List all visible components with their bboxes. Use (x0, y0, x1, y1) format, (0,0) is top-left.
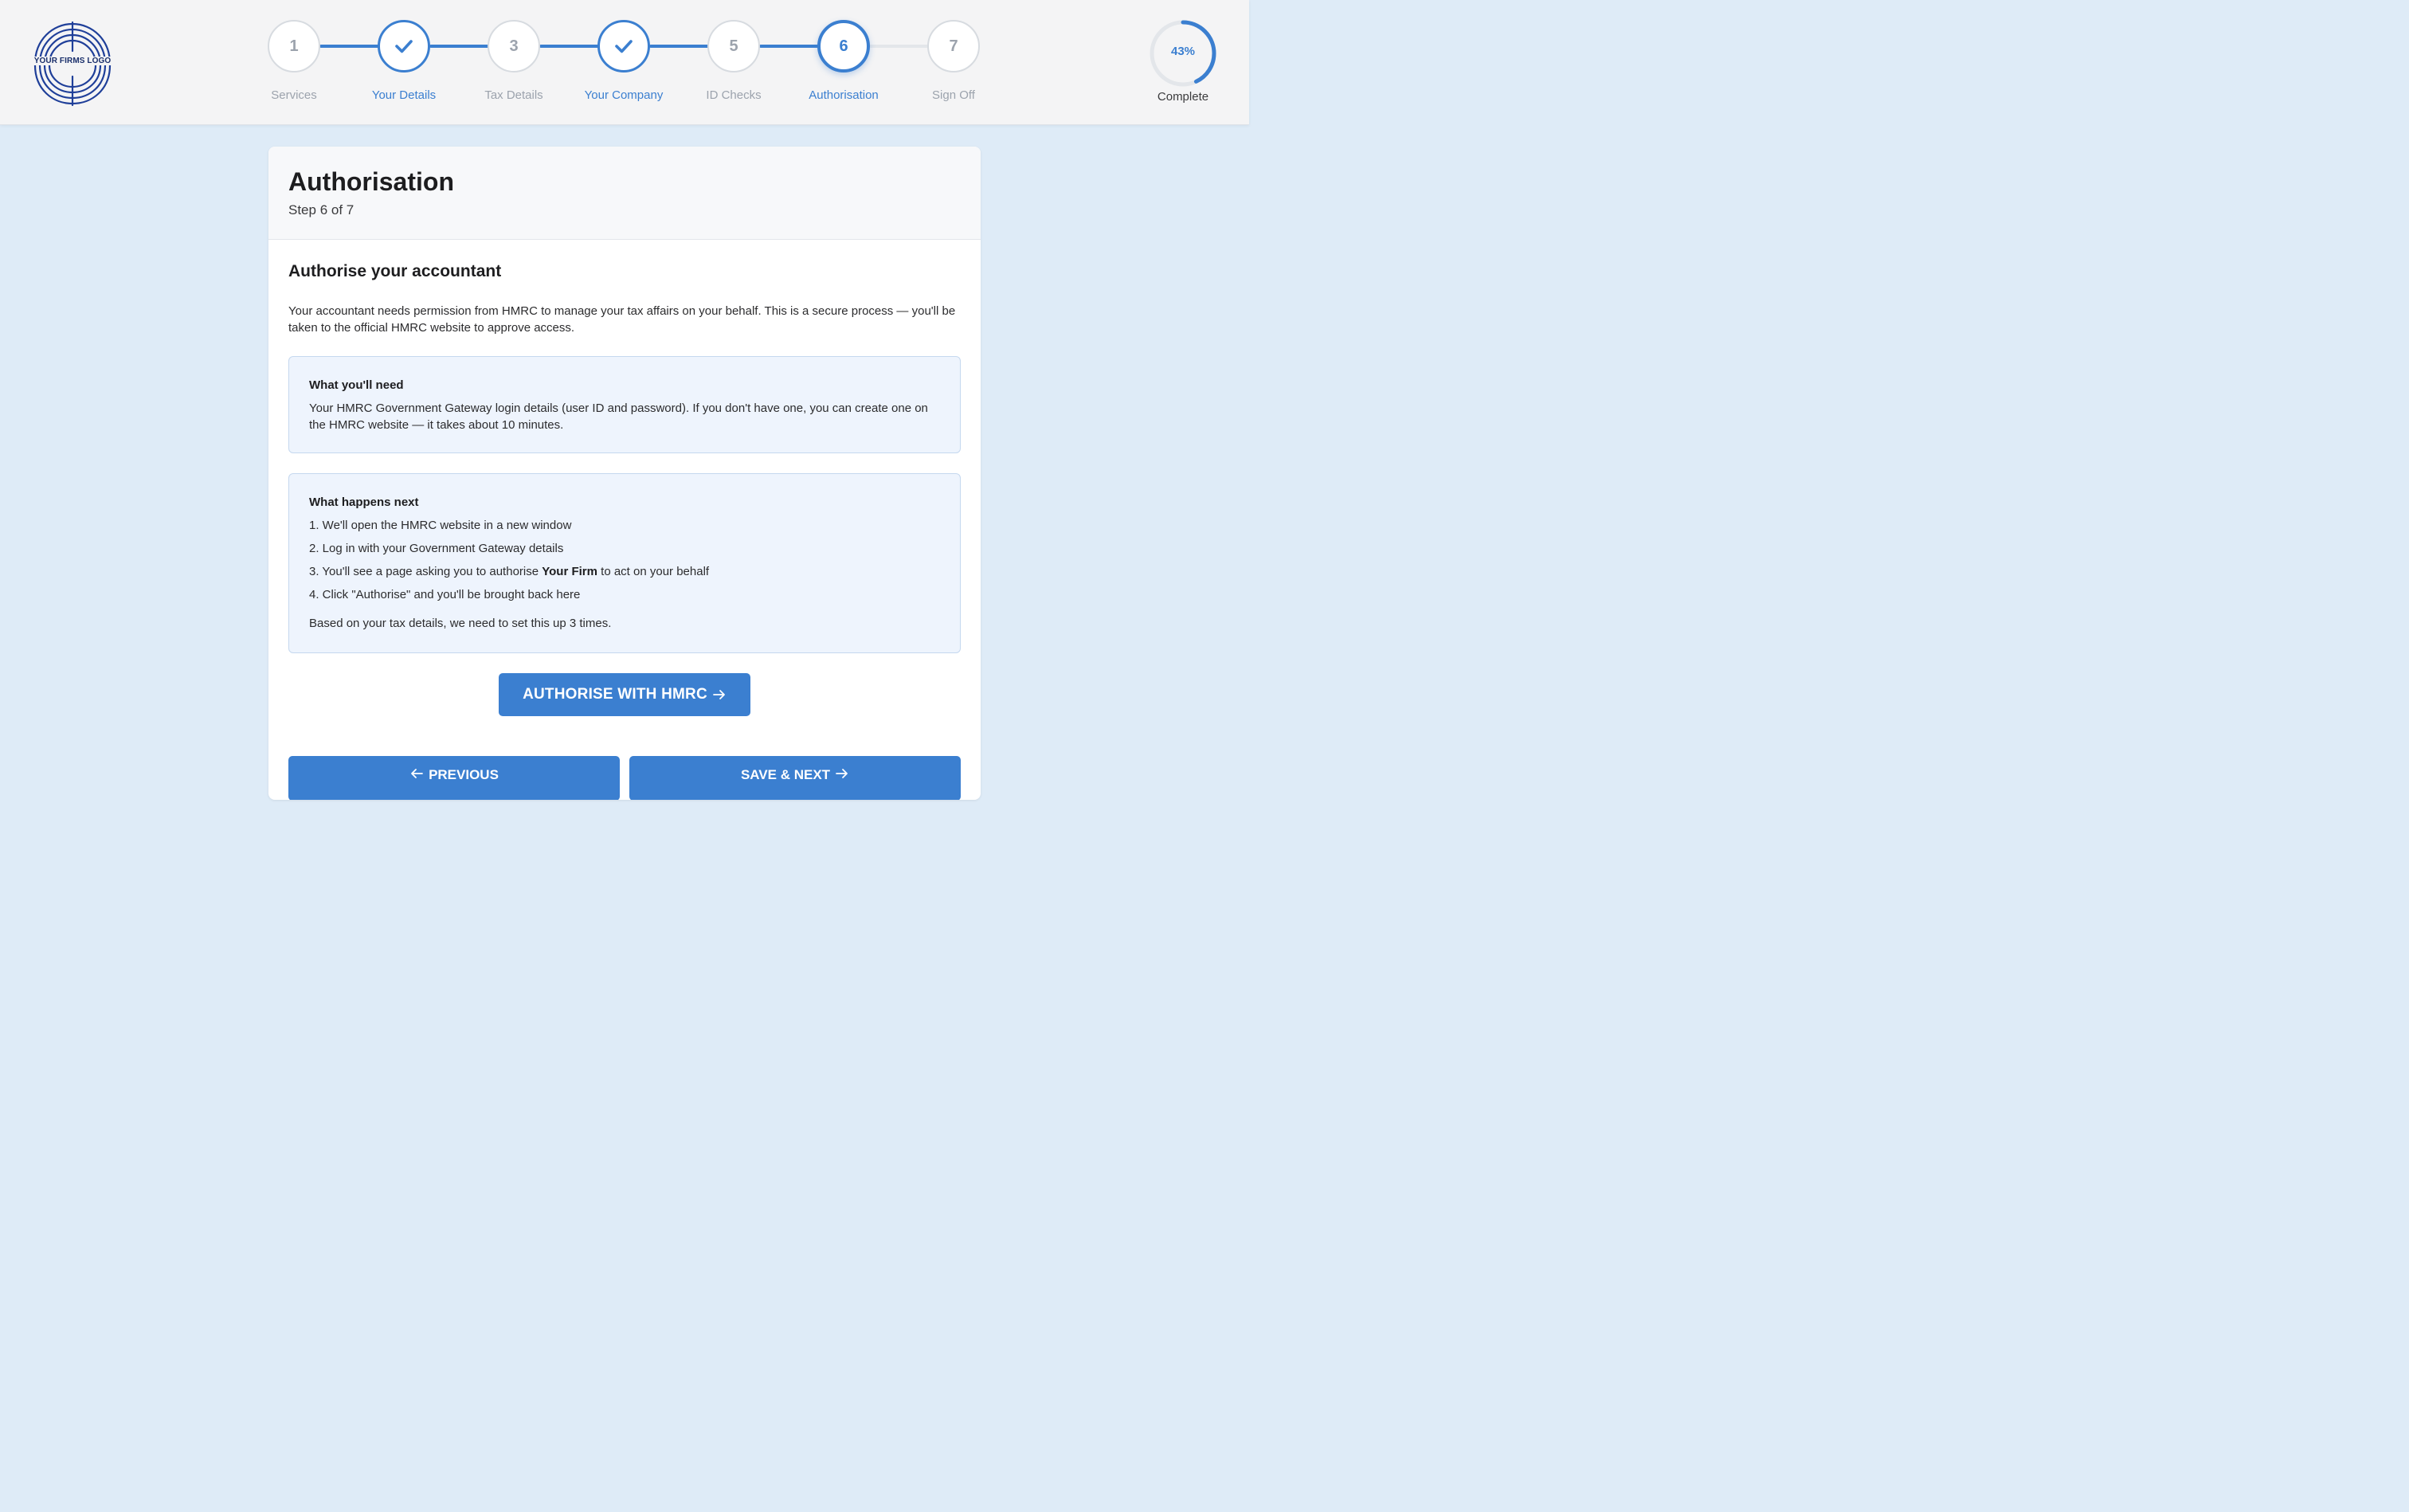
step-7-label[interactable]: Sign Off (932, 88, 975, 102)
step-connector (759, 45, 820, 48)
list-item: 1. We'll open the HMRC website in a new window (309, 519, 572, 532)
what-you-need-box (288, 356, 961, 453)
step-connector (649, 45, 710, 48)
logo-text: YOUR FIRMS LOGO (33, 57, 112, 65)
header-bar (0, 0, 1249, 125)
step-6-label[interactable]: Authorisation (809, 88, 879, 102)
list-item-text: 3. You'll see a page asking you to authorise (309, 565, 543, 578)
setup-count-note: Based on your tax details, we need to set this up 3 times. (309, 617, 612, 630)
step-connector (429, 45, 490, 48)
list-item: 4. Click "Authorise" and you'll be brought back here (309, 588, 581, 601)
what-happens-next-title: What happens next (309, 496, 419, 509)
checkmark-icon (613, 35, 635, 57)
save-and-next-button[interactable] (629, 756, 961, 800)
arrow-left-icon (409, 767, 424, 780)
step-3-label[interactable]: Tax Details (484, 88, 543, 102)
step-5-label[interactable]: ID Checks (706, 88, 762, 102)
step-7-number: 7 (949, 37, 958, 55)
step-1-label[interactable]: Services (271, 88, 317, 102)
progress-stepper (0, 0, 1249, 125)
step-5-circle[interactable] (707, 20, 760, 72)
previous-button-label: PREVIOUS (429, 767, 499, 782)
step-connector (869, 45, 930, 48)
intro-text: Your accountant needs permission from HMRC to manage your tax affairs on your behalf. This is a secure process — you'll be taken to the official HMRC website to approve access. (288, 304, 956, 335)
arrow-right-icon (835, 767, 849, 780)
save-next-button-label: SAVE & NEXT (740, 767, 831, 782)
authorise-button-label: AUTHORISE WITH HMRC (523, 686, 707, 703)
firm-name: Your Firm (542, 565, 597, 578)
arrow-right-icon (712, 688, 727, 701)
what-you-need-text: Your HMRC Government Gateway login details (user ID and password). If you don't have one, you can create one on the HMRC website — it takes about 10 minutes. (309, 402, 928, 432)
step-6-number: 6 (839, 37, 848, 55)
step-2-circle[interactable] (378, 20, 430, 72)
what-happens-next-box (288, 473, 961, 653)
step-connector (319, 45, 380, 48)
step-indicator: Step 6 of 7 (288, 202, 354, 217)
section-title: Authorise your accountant (288, 262, 502, 280)
previous-button[interactable] (288, 756, 620, 800)
step-3-number: 3 (509, 37, 519, 55)
list-item: 2. Log in with your Government Gateway details (309, 542, 564, 555)
progress-percent: 43% (1170, 45, 1196, 58)
list-item-text: to act on your behalf (597, 565, 710, 578)
step-4-label[interactable]: Your Company (584, 88, 664, 102)
list-item (309, 563, 946, 586)
step-6-circle[interactable] (817, 20, 870, 72)
step-connector (539, 45, 600, 48)
step-1-number: 1 (289, 37, 299, 55)
checkmark-icon (393, 35, 415, 57)
progress-label: Complete (1157, 90, 1209, 104)
step-4-circle[interactable] (597, 20, 650, 72)
what-you-need-title: What you'll need (309, 378, 404, 392)
card-header (268, 147, 981, 240)
step-7-circle[interactable] (927, 20, 980, 72)
step-5-number: 5 (729, 37, 738, 55)
authorisation-card (268, 147, 981, 800)
step-1-circle[interactable] (268, 20, 320, 72)
step-3-circle[interactable] (488, 20, 540, 72)
page-title: Authorisation (288, 167, 454, 196)
next-steps-list (309, 517, 946, 609)
authorise-with-hmrc-button[interactable] (499, 673, 750, 716)
step-2-label[interactable]: Your Details (371, 88, 437, 102)
progress-ring (1147, 18, 1219, 89)
